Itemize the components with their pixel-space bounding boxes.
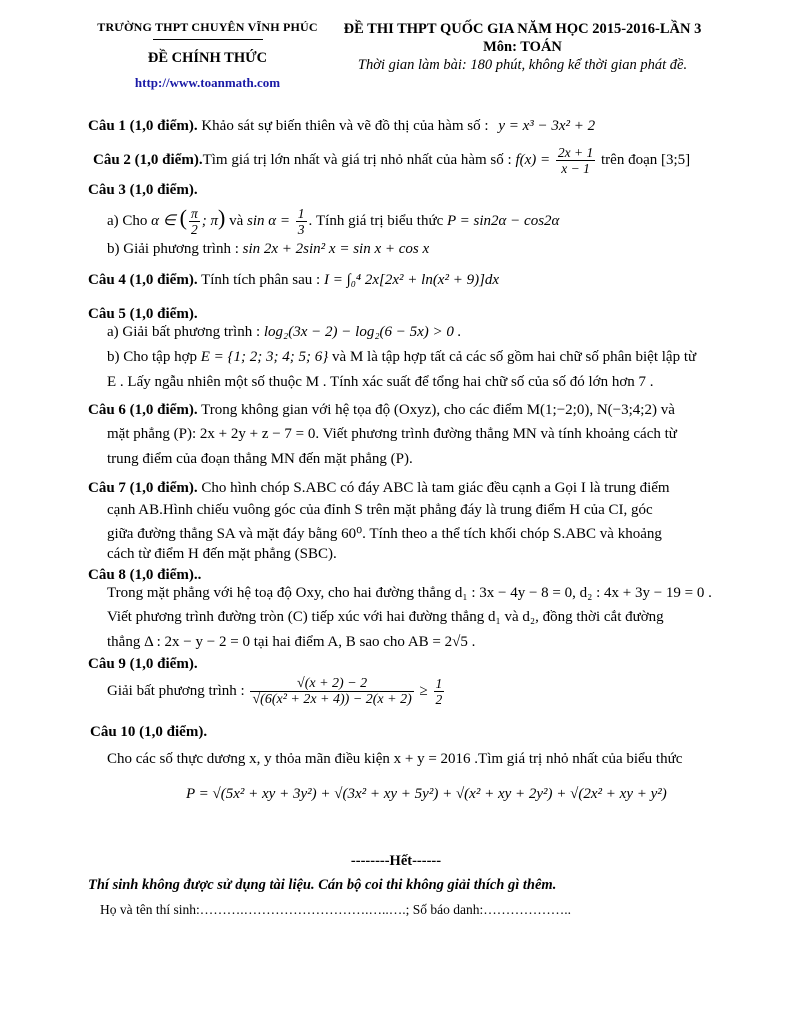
equation: sin 2x + 2sin² x = sin x + cos x	[242, 241, 430, 257]
question-label: Câu 8 (1,0 điểm)..	[88, 567, 202, 583]
fraction-numerator: √(x + 2) − 2	[250, 676, 413, 692]
fraction	[556, 145, 595, 176]
question-10-text	[107, 751, 682, 768]
official-label: ĐỀ CHÍNH THỨC	[147, 50, 268, 66]
question-text: b) Cho tập hợp	[107, 349, 198, 365]
question-text: Giải bất phương trình :	[107, 682, 245, 699]
question-text: . Tính giá trị biểu thức	[308, 213, 444, 229]
question-text: cạnh AB.Hình chiếu vuông góc của đỉnh S trên mặt phẳng đáy là trung điểm H của CI, góc	[107, 502, 653, 518]
interval-tail: ; π	[201, 213, 218, 229]
end-marker: --------Hết------	[350, 853, 442, 869]
question-text: E . Lấy ngẫu nhiên một số thuộc M . Tính xác suất để tổng hai chữ số của số đó lớn hơn 7 .	[107, 374, 654, 390]
fraction-numerator: 2x + 1	[557, 145, 594, 160]
question-8-line1	[107, 585, 712, 602]
question-9	[107, 676, 446, 707]
header-right	[330, 21, 715, 74]
fraction-numerator: π	[190, 206, 198, 222]
conjunction: và	[229, 213, 244, 229]
question-text: mặt phẳng (P): 2x + 2y + z − 7 = 0. Viết phương trình đường thẳng MN và tính khoảng cách từ	[107, 426, 677, 442]
question-3-label	[88, 182, 198, 199]
question-6-line2	[107, 426, 677, 443]
question-4	[88, 272, 499, 289]
fraction-denominator: x − 1	[561, 161, 590, 176]
fraction-denominator: √(6(x² + 2x + 4)) − 2(x + 2)	[252, 692, 412, 707]
question-text: Cho các số thực dương x, y thỏa mãn điều kiện x + y = 2016 .Tìm giá trị nhỏ nhất của biểu thức	[107, 751, 683, 767]
question-7-line1	[88, 480, 670, 497]
formula: y = x³ − 3x² + 2	[498, 118, 596, 134]
school-name: TRƯỜNG THPT CHUYÊN VĨNH PHÚC	[97, 20, 318, 34]
integral-expression: I = ∫₀⁴ 2x[2x² + ln(x² + 9)]dx	[323, 272, 500, 288]
question-5-label	[88, 306, 198, 323]
question-text: thẳng Δ : 2x − y − 2 = 0 tại hai điểm A, B sao cho AB = 2√5 .	[107, 634, 476, 650]
subject: Môn: TOÁN	[483, 39, 562, 55]
formula-lhs: f(x) =	[515, 151, 551, 168]
question-8-line3	[107, 634, 475, 651]
question-10-expression	[186, 786, 667, 803]
question-3b	[107, 241, 429, 258]
question-label: Câu 1 (1,0 điểm).	[88, 118, 198, 134]
alpha-in: α ∈	[151, 213, 176, 229]
question-10-label	[90, 724, 207, 741]
question-text: a) Giải bất phương trình :	[107, 324, 261, 340]
question-text: Tìm giá trị lớn nhất và giá trị nhỏ nhất của hàm số :	[202, 151, 512, 168]
question-label: Câu 2 (1,0 điểm).	[93, 151, 203, 168]
question-text: Trong không gian với hệ tọa độ (Oxyz), cho các điểm M(1;−2;0), N(−3;4;2) và	[201, 402, 675, 418]
divider	[153, 39, 263, 40]
exam-title: ĐỀ THI THPT QUỐC GIA NĂM HỌC 2015-2016-LẦN 3	[343, 21, 702, 37]
question-6-line1	[88, 402, 675, 419]
question-label: Câu 5 (1,0 điểm).	[88, 306, 198, 322]
candidate-info-line: Họ và tên thí sinh:……….……………………….…..….; Số báo danh:………………..	[100, 902, 571, 917]
question-7-line3	[107, 524, 662, 543]
question-5b-line2	[107, 374, 654, 391]
question-3a: a) Cho α ∈ ( $\frac{\pi}{2}$ ; π) và sin α = $\frac{1}{3}$ . Tính giá trị biểu thức P = sin2α − cos2α	[107, 205, 560, 238]
fraction-numerator: 1	[435, 676, 443, 691]
question-text: Viết phương trình đường tròn (C) tiếp xúc với hai đường thẳng d₁ và d₂, đồng thời cắt đường	[107, 609, 664, 625]
question-label: Câu 7 (1,0 điểm).	[88, 480, 198, 496]
question-label: Câu 3 (1,0 điểm).	[88, 182, 198, 198]
question-text: Trong mặt phẳng với hệ toạ độ Oxy, cho hai đường thẳng d₁ : 3x − 4y − 8 = 0, d₂ : 4x + 3y − 19 = 0 .	[107, 585, 712, 601]
question-text: Khảo sát sự biến thiên và vẽ đồ thị của hàm số :	[201, 118, 489, 134]
question-8-label	[88, 567, 201, 584]
sin-expr: sin α =	[246, 213, 290, 229]
time-limit: Thời gian làm bài: 180 phút, không kể thời gian phát đề.	[357, 57, 688, 73]
question-text: Tính tích phân sau :	[201, 272, 321, 288]
question-text: Cho hình chóp S.ABC có đáy ABC là tam giác đều cạnh a Gọi I là trung điểm	[201, 480, 670, 496]
question-label: Câu 10 (1,0 điểm).	[90, 724, 208, 740]
part-label: a) Cho	[107, 213, 148, 229]
question-text: và M là tập hợp tất cả các số gồm hai chữ số phân biệt lập từ	[332, 349, 697, 365]
inequality: log₂(3x − 2) − log₂(6 − 5x) > 0 .	[263, 324, 462, 340]
expression: P = √(5x² + xy + 3y²) + √(3x² + xy + 5y²) + √(x² + xy + 2y²) + √(2x² + xy + y²)	[186, 786, 667, 802]
sin-fraction	[296, 206, 307, 237]
footer-note: Thí sinh không được sử dụng tài liệu. Cán bộ coi thi không giải thích gì thêm.	[88, 877, 557, 893]
question-label: Câu 9 (1,0 điểm).	[88, 656, 198, 672]
question-7-line4	[107, 546, 337, 563]
domain-text: trên đoạn [3;5]	[601, 151, 691, 168]
question-label: Câu 6 (1,0 điểm).	[88, 402, 198, 418]
set-expression: E = {1; 2; 3; 4; 5; 6}	[200, 349, 329, 365]
rhs-fraction	[434, 676, 445, 707]
question-5b-line1	[107, 349, 696, 366]
fraction-numerator: 1	[297, 206, 305, 222]
fraction-denominator: 3	[297, 222, 305, 238]
relation: ≥	[419, 682, 428, 699]
interval-fraction	[189, 206, 200, 237]
question-2	[93, 145, 690, 176]
question-text: cách từ điểm H đến mặt phẳng (SBC).	[107, 546, 337, 562]
question-8-line2	[107, 609, 664, 626]
header-left	[90, 20, 325, 91]
question-9-label	[88, 656, 198, 673]
question-7-line2	[107, 502, 653, 519]
question-1	[88, 118, 595, 135]
expression: P = sin2α − cos2α	[447, 213, 560, 229]
question-label: Câu 4 (1,0 điểm).	[88, 272, 198, 288]
question-text: b) Giải phương trình :	[107, 241, 239, 257]
question-text: trung điểm của đoạn thẳng MN đến mặt phẳng (P).	[107, 451, 413, 467]
fraction-denominator: 2	[190, 222, 198, 238]
inequality-fraction	[250, 676, 413, 707]
question-5a	[107, 324, 461, 341]
fraction-denominator: 2	[435, 692, 443, 707]
question-text: giữa đường thẳng SA và mặt đáy bằng 60⁰. Tính theo a thể tích khối chóp S.ABC và khoảng	[107, 526, 662, 542]
website-link[interactable]: http://www.toanmath.com	[134, 75, 281, 90]
question-6-line3	[107, 451, 413, 468]
